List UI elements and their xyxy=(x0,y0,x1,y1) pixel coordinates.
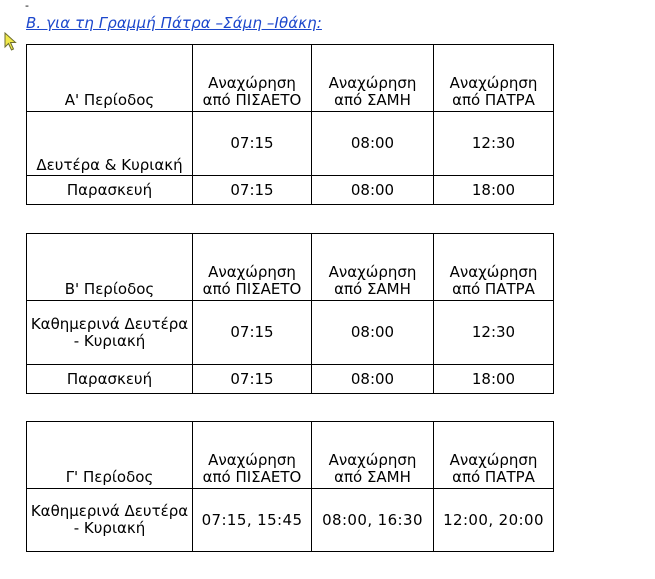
time-patra: 12:00, 20:00 xyxy=(434,489,554,552)
header-row xyxy=(27,422,554,489)
page-title: Β. για τη Γραμμή Πάτρα –Σάμη –Ιθάκη: xyxy=(26,14,322,32)
period-label: Β' Περίοδος xyxy=(27,234,193,301)
schedule-table-period-c xyxy=(26,421,554,552)
time-pisaeto: 07:15 xyxy=(193,176,312,205)
schedule-table-period-a xyxy=(26,44,554,205)
header-patra: Αναχώρηση από ΠΑΤΡΑ xyxy=(434,45,554,112)
time-sami: 08:00 xyxy=(312,301,434,365)
time-pisaeto: 07:15 xyxy=(193,365,312,394)
table-row xyxy=(27,301,554,365)
time-sami: 08:00 xyxy=(312,112,434,176)
day-cell: Καθημερινά Δευτέρα - Κυριακή xyxy=(27,301,193,365)
time-sami: 08:00, 16:30 xyxy=(312,489,434,552)
table-row xyxy=(27,176,554,205)
header-patra: Αναχώρηση από ΠΑΤΡΑ xyxy=(434,422,554,489)
table-row xyxy=(27,112,554,176)
time-sami: 08:00 xyxy=(312,365,434,394)
header-pisaeto: Αναχώρηση από ΠΙΣΑΕΤΟ xyxy=(193,422,312,489)
header-row xyxy=(27,234,554,301)
table-row xyxy=(27,489,554,552)
time-patra: 12:30 xyxy=(434,112,554,176)
top-mark: - xyxy=(25,0,29,12)
time-sami: 08:00 xyxy=(312,176,434,205)
header-sami: Αναχώρηση από ΣΑΜΗ xyxy=(312,45,434,112)
schedule-table-period-b xyxy=(26,233,554,394)
day-cell: Παρασκευή xyxy=(27,176,193,205)
period-label: Α' Περίοδος xyxy=(27,45,193,112)
time-patra: 18:00 xyxy=(434,176,554,205)
time-pisaeto: 07:15 xyxy=(193,112,312,176)
header-pisaeto: Αναχώρηση από ΠΙΣΑΕΤΟ xyxy=(193,45,312,112)
time-pisaeto: 07:15 xyxy=(193,301,312,365)
mouse-pointer-icon xyxy=(4,32,20,52)
table-row xyxy=(27,365,554,394)
time-pisaeto: 07:15, 15:45 xyxy=(193,489,312,552)
day-cell: Καθημερινά Δευτέρα - Κυριακή xyxy=(27,489,193,552)
period-label: Γ' Περίοδος xyxy=(27,422,193,489)
header-sami: Αναχώρηση από ΣΑΜΗ xyxy=(312,234,434,301)
day-cell: Παρασκευή xyxy=(27,365,193,394)
time-patra: 12:30 xyxy=(434,301,554,365)
header-patra: Αναχώρηση από ΠΑΤΡΑ xyxy=(434,234,554,301)
day-cell: Δευτέρα & Κυριακή xyxy=(27,112,193,176)
time-patra: 18:00 xyxy=(434,365,554,394)
header-sami: Αναχώρηση από ΣΑΜΗ xyxy=(312,422,434,489)
header-row xyxy=(27,45,554,112)
header-pisaeto: Αναχώρηση από ΠΙΣΑΕΤΟ xyxy=(193,234,312,301)
